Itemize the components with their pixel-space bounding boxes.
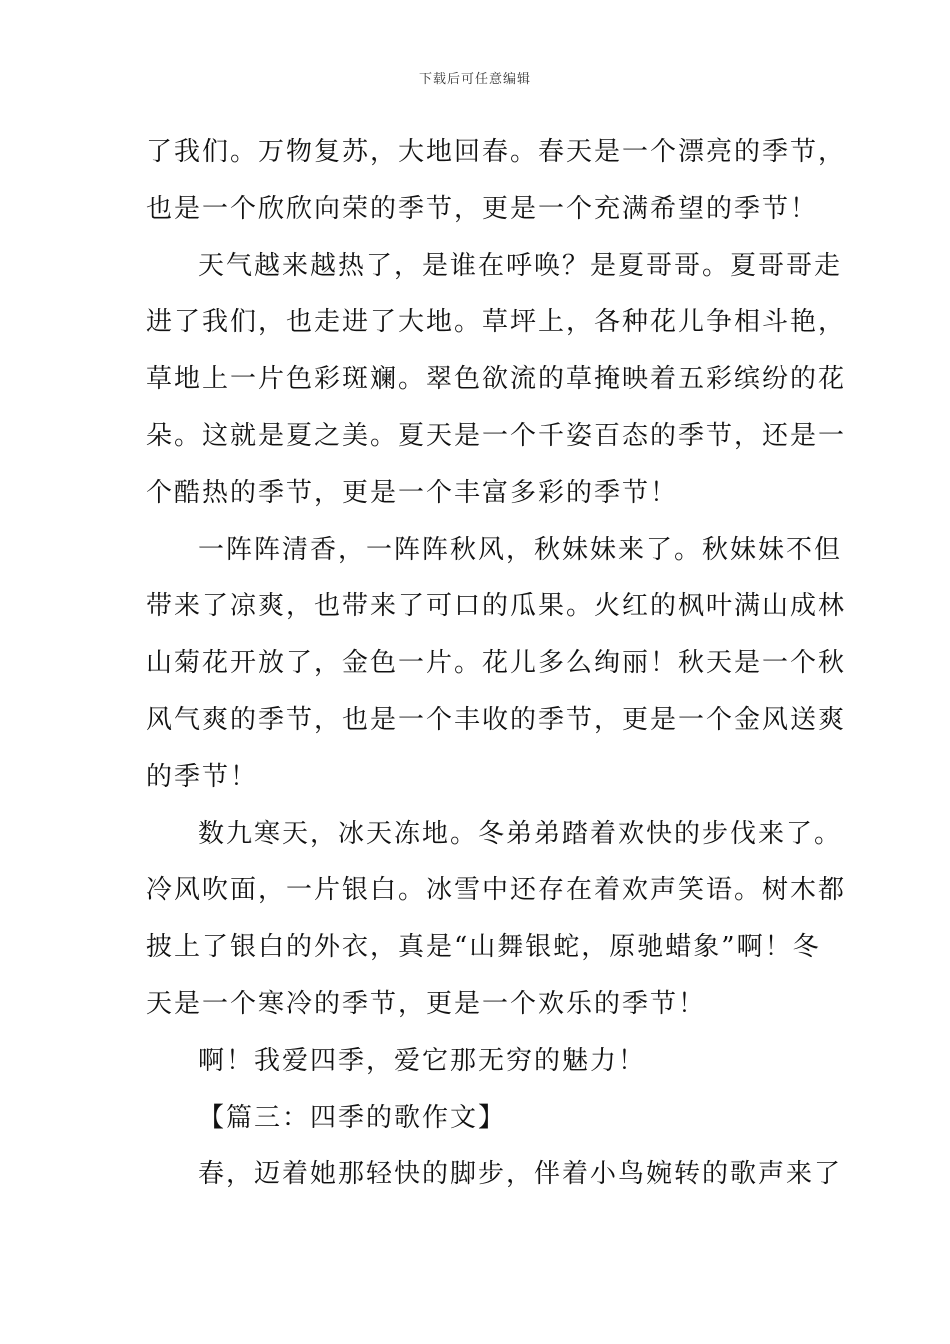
text-line: 带来了凉爽，也带来了可口的瓜果。火红的枫叶满山成林 <box>146 591 847 622</box>
text-line: 一阵阵清香，一阵阵秋风，秋妹妹来了。秋妹妹不但 <box>198 534 843 565</box>
document-body <box>146 124 847 1203</box>
text-line: 【篇三：四季的歌作文】 <box>198 1102 507 1133</box>
text-line: 进了我们，也走进了大地。草坪上，各种花儿争相斗艳， <box>146 307 847 338</box>
text-line: 也是一个欣欣向荣的季节，更是一个充满希望的季节！ <box>146 193 819 224</box>
text-line: 啊！我爱四季，爱它那无穷的魅力！ <box>198 1045 647 1076</box>
text-line: 风气爽的季节，也是一个丰收的季节，更是一个金风送爽 <box>146 704 847 735</box>
text-line: 朵。这就是夏之美。夏天是一个千姿百态的季节，还是一 <box>146 420 847 451</box>
text-line: 披上了银白的外衣，真是“山舞银蛇，原驰蜡象”啊！冬 <box>146 932 821 963</box>
text-line: 天是一个寒冷的季节，更是一个欢乐的季节！ <box>146 988 707 1019</box>
text-line: 冷风吹面，一片银白。冰雪中还存在着欢声笑语。树木都 <box>146 875 847 906</box>
text-line: 个酷热的季节，更是一个丰富多彩的季节！ <box>146 477 679 508</box>
text-line: 了我们。万物复苏，大地回春。春天是一个漂亮的季节， <box>146 137 847 167</box>
page-header: 下载后可任意编辑 <box>418 72 531 87</box>
text-line: 春，迈着她那轻快的脚步，伴着小鸟婉转的歌声来了 <box>198 1159 843 1190</box>
text-line: 草地上一片色彩斑斓。翠色欲流的草掩映着五彩缤纷的花 <box>146 364 847 395</box>
text-line: 数九寒天，冰天冻地。冬弟弟踏着欢快的步伐来了。 <box>198 818 843 849</box>
text-line: 山菊花开放了，金色一片。花儿多么绚丽！秋天是一个秋 <box>146 648 847 679</box>
text-line: 天气越来越热了，是谁在呼唤？是夏哥哥。夏哥哥走 <box>198 250 843 281</box>
text-line: 的季节！ <box>146 761 259 792</box>
